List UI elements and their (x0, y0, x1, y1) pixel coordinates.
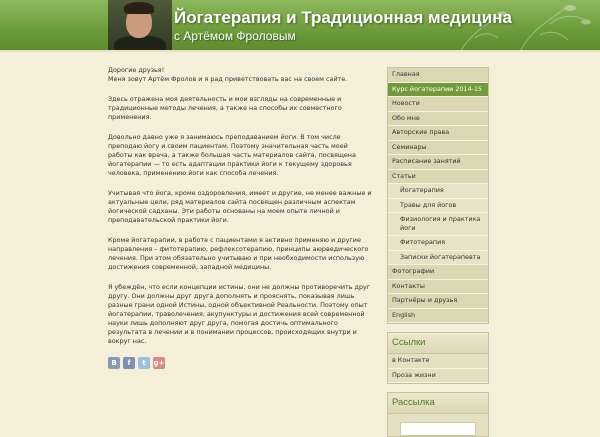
share-buttons (108, 357, 374, 369)
menu-item[interactable]: Расписание занятий (388, 155, 488, 170)
menu-item[interactable]: Курс йогатерапии 2014-15 (388, 83, 488, 98)
menu-item[interactable]: Статьи (388, 170, 488, 185)
site-title[interactable]: Йогатерапия и Традиционная медицина (174, 8, 512, 27)
menu-item[interactable]: Главная (388, 68, 488, 83)
intro-paragraph: Дорогие друзья! Меня зовут Артём Фролов и я рад приветствовать вас на своем сайте. (108, 66, 348, 83)
menu-item[interactable]: Фитотерапия (388, 236, 488, 251)
site-subtitle: с Артёмом Фроловым (174, 29, 296, 43)
links-widget-title: Ссылки (388, 333, 488, 354)
subscribe-email-input[interactable] (400, 422, 476, 436)
content-paragraph: Довольно давно уже я занимаюсь преподаванием йоги. В том числе преподаю йогу и своим пациентам. Поэтому значительная часть моей работы как врача, а также большая часть материалов сайта, посвящена йогатерапии — то есть адаптации практики йоги к текущему здоровья человека, применению йоги как способа лечения. (108, 133, 356, 177)
facebook-share-icon[interactable]: f (123, 357, 135, 369)
googleplus-share-icon[interactable]: g+ (153, 359, 165, 367)
main-menu (387, 67, 489, 324)
links-widget (387, 332, 489, 384)
menu-item[interactable]: English (388, 309, 488, 324)
content-paragraph: Учитывая что йога, кроме оздоровления, имеет и другие, не менее важные и актуальные цели, ряд материалов сайта посвящен различным аспектам йогической садханы. Эти работы основаны на моем опыте личной и преподавательской практики йоги. (108, 189, 372, 224)
header-shadow (0, 50, 600, 52)
content-paragraph: Кроме йогатерапии, в работе с пациентами я активно применяю и другие направления – фитотерапию, рефлексотерапию, принципы аюрведического лечения. При этом обязательно учитываю и при необходимости использую достижения современной, западной медицины. (108, 236, 369, 271)
content-paragraph: Я убеждён, что если концепции истины, они не должны противоречить друг другу. Они должны друг друга дополнять и прояснять, показывая лишь разные грани одной Истины, одной объективной Реальности. Поэтому опыт йогатерапии, траволечения, акупунктуры и достижения всей современной науки лишь дополняют друг друга, помогая достичь оптимального результата в лечении и в понимании процессов, происходящих внутри и вокруг нас. (108, 283, 371, 345)
link-item-vkontakte[interactable]: в Контакте (388, 354, 488, 369)
menu-item[interactable]: Йогатерапия (388, 184, 488, 199)
twitter-share-icon[interactable]: t (138, 357, 150, 369)
menu-item[interactable]: Обо мне (388, 112, 488, 127)
main-content (108, 66, 374, 369)
site-header (0, 0, 600, 52)
menu-item[interactable]: Партнёры и друзья (388, 294, 488, 309)
subscribe-widget (387, 392, 489, 437)
menu-item[interactable]: Авторские права (388, 126, 488, 141)
menu-item[interactable]: Новости (388, 97, 488, 112)
menu-item[interactable]: Травы для йогов (388, 199, 488, 214)
link-item-proza[interactable]: Проза жизни (388, 369, 488, 384)
menu-item[interactable]: Записки йогатерапевта (388, 251, 488, 266)
menu-item[interactable]: Контакты (388, 280, 488, 295)
author-photo (108, 0, 172, 52)
content-paragraph: Здесь отражена моя деятельность и мои взгляды на современные и традиционные методы лечения, а также на способы их совместного применения. (108, 95, 342, 121)
sidebar (387, 67, 489, 437)
menu-item[interactable]: Фотографии (388, 265, 488, 280)
menu-item[interactable]: Семинары (388, 141, 488, 156)
subscribe-widget-title: Рассылка (388, 393, 488, 414)
vk-share-icon[interactable]: В (108, 357, 120, 369)
menu-item[interactable]: Физиология и практика йоги (388, 213, 488, 236)
